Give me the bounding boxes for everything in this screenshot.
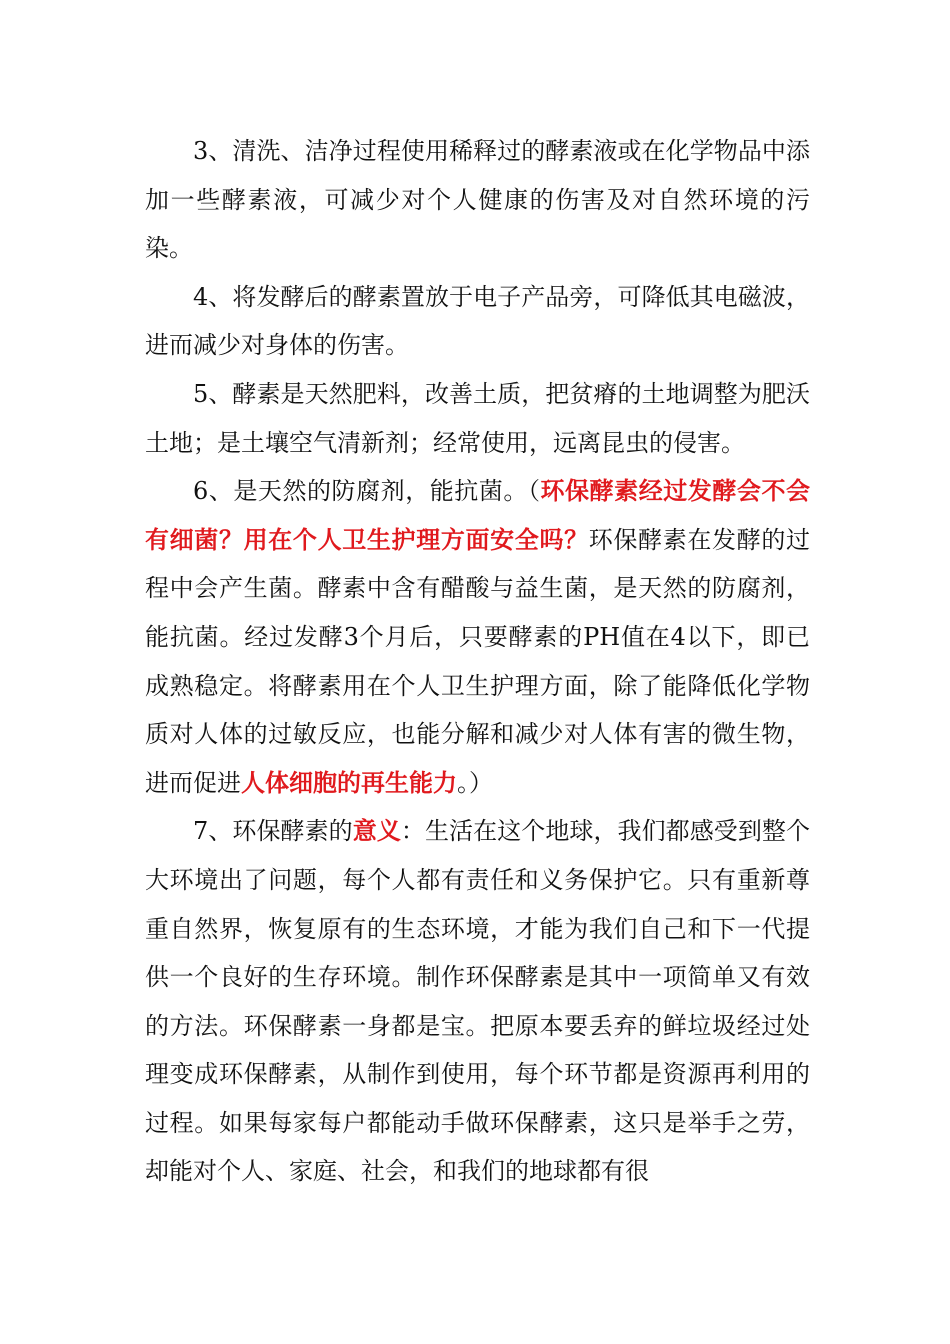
paragraph-7-highlight-meaning: 意义 <box>352 816 401 846</box>
paragraph-6-highlight-question: 环保酵素经过发酵会不会有细菌？用在个人卫生护理方面安全吗？ <box>145 476 810 554</box>
paragraph-6-text-a: 6、是天然的防腐剂，能抗菌。（ <box>193 477 541 506</box>
paragraph-5 <box>145 370 810 467</box>
paragraph-4 <box>145 273 810 370</box>
paragraph-7-text-b: ：生活在这个地球，我们都感受到整个大环境出了问题，每个人都有责任和义务保护它。只有重新尊重自然界，恢复原有的生态环境，才能为我们自己和下一代提供一个良好的生存环境。制作环保酵素是其中一项简单又有效的方法。环保酵素一身都是宝。把原本要丢弃的鲜垃圾经过处理变成环保酵素，从制作到使用，每个环节都是资源再利用的过程。如果每家每户都能动手做环保酵素，这只是举手之劳，却能对个人、家庭、社会，和我们的地球都有很 <box>145 817 811 1186</box>
paragraph-5-text: 5、酵素是天然肥料，改善土质，把贫瘠的土地调整为肥沃土地；是土壤空气清新剂；经常使用，远离昆虫的侵害。 <box>145 379 810 457</box>
paragraph-6-highlight-regeneration: 人体细胞的再生能力 <box>241 767 457 797</box>
paragraph-7-text-a: 7、环保酵素的 <box>193 817 353 846</box>
paragraph-6-text-b: 环保酵素在发酵的过程中会产生菌。酵素中含有醋酸与益生菌，是天然的防腐剂，能抗菌。经过发酵3个月后，只要酵素的PH值在4以下，即已成熟稳定。将酵素用在个人卫生护理方面，除了能降低化学物质对人体的过敏反应，也能分解和减少对人体有害的微生物，进而促进 <box>145 525 811 797</box>
paragraph-7 <box>145 807 810 1196</box>
paragraph-4-text: 4、将发酵后的酵素置放于电子产品旁，可降低其电磁波，进而减少对身体的伤害。 <box>145 282 810 360</box>
paragraph-3 <box>145 127 810 273</box>
paragraph-6-text-c: 。） <box>457 768 493 797</box>
document-page <box>145 127 810 1196</box>
paragraph-3-text: 3、清洗、洁净过程使用稀释过的酵素液或在化学物品中添加一些酵素液，可减少对个人健康的伤害及对自然环境的污染。 <box>145 137 810 263</box>
paragraph-6 <box>145 467 810 807</box>
